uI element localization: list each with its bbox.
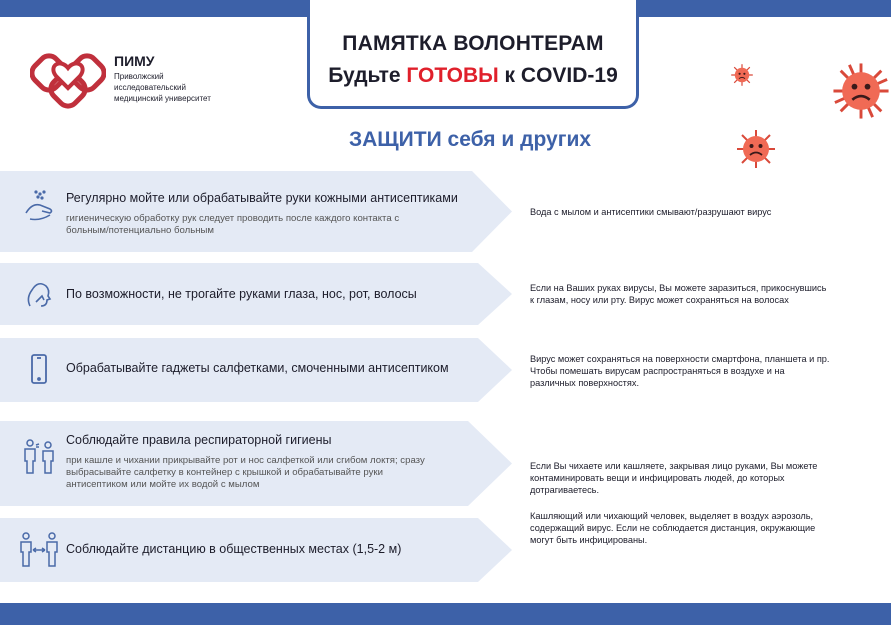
- distance-icon: [18, 532, 60, 568]
- logo-name: ПИМУ: [114, 53, 155, 69]
- hand-wash-icon: [22, 189, 56, 223]
- title-box: [307, 0, 639, 109]
- face-touch-icon: [22, 276, 56, 310]
- rule-heading-5: Соблюдайте дистанцию в общественных местах (1,5-2 м): [66, 542, 402, 556]
- page-title: ПАМЯТКА ВОЛОНТЕРАМ: [342, 32, 604, 55]
- virus-large-icon: [832, 60, 890, 122]
- rule-detail-1a: гигиеническую обработку рук следует проводить после каждого контакта с: [66, 213, 400, 224]
- virus-medium-icon: [736, 128, 776, 170]
- rule-detail-4c: антисептиком или мойте их водой с мылом: [66, 479, 260, 490]
- smartphone-icon: [22, 352, 56, 386]
- band-arrow-shape: [0, 171, 512, 252]
- rule-heading-3: Обрабатывайте гаджеты салфетками, смоченными антисептиком: [66, 361, 449, 375]
- note-2: Если на Ваших руках вирусы, Вы можете заразиться, прикоснувшись к глазам, носу или рту. Вирус может сохраняться на волосах: [530, 283, 827, 305]
- note-4: Если Вы чихаете или кашляете, закрывая лицо руками, Вы можете контаминировать вещи и инфицировать людей, до которых дотрагиваетесь.: [530, 461, 818, 495]
- rule-detail-4a: при кашле и чихании прикрывайте рот и нос салфеткой или сгибом локтя; сразу: [66, 455, 425, 466]
- cough-icon: [22, 439, 60, 477]
- note-3: Вирус может сохраняться на поверхности смартфона, планшета и пр. Чтобы помешать вирусам распространяться в воздухе и на различных поверхностях.: [530, 354, 830, 388]
- rule-band-2: [0, 263, 512, 325]
- rule-heading-2: По возможности, не трогайте руками глаза, нос, рот, волосы: [66, 287, 417, 301]
- note-5: Кашляющий или чихающий человек, выделяет в воздух аэрозоль, содержащий вирус. Если не соблюдается дистанция, окружающие могут быть инфицированы.: [530, 511, 816, 545]
- rule-heading-1: Регулярно мойте или обрабатывайте руки кожными антисептиками: [66, 191, 458, 205]
- pimu-logo-icon: [30, 44, 106, 112]
- logo-subtitle: Приволжский исследовательский медицинский университет: [114, 72, 211, 103]
- bottom-bar: [0, 603, 891, 625]
- rule-heading-4: Соблюдайте правила респираторной гигиены: [66, 433, 332, 447]
- rule-detail-1b: больным/потенциально больным: [66, 225, 214, 236]
- rule-band-1: [0, 171, 512, 252]
- page-subtitle: Будьте ГОТОВЫ к COVID-19: [328, 64, 618, 87]
- note-1: Вода с мылом и антисептики смывают/разрушают вирус: [530, 207, 772, 217]
- protect-heading: ЗАЩИТИ себя и других: [348, 128, 592, 151]
- rule-band-3: [0, 338, 512, 402]
- virus-small-icon: [730, 63, 754, 87]
- rule-detail-4b: выбрасывайте салфетку в контейнер с крышкой и обрабатывайте руки: [66, 467, 383, 478]
- rule-band-4: [0, 421, 512, 506]
- rule-band-5: [0, 518, 512, 582]
